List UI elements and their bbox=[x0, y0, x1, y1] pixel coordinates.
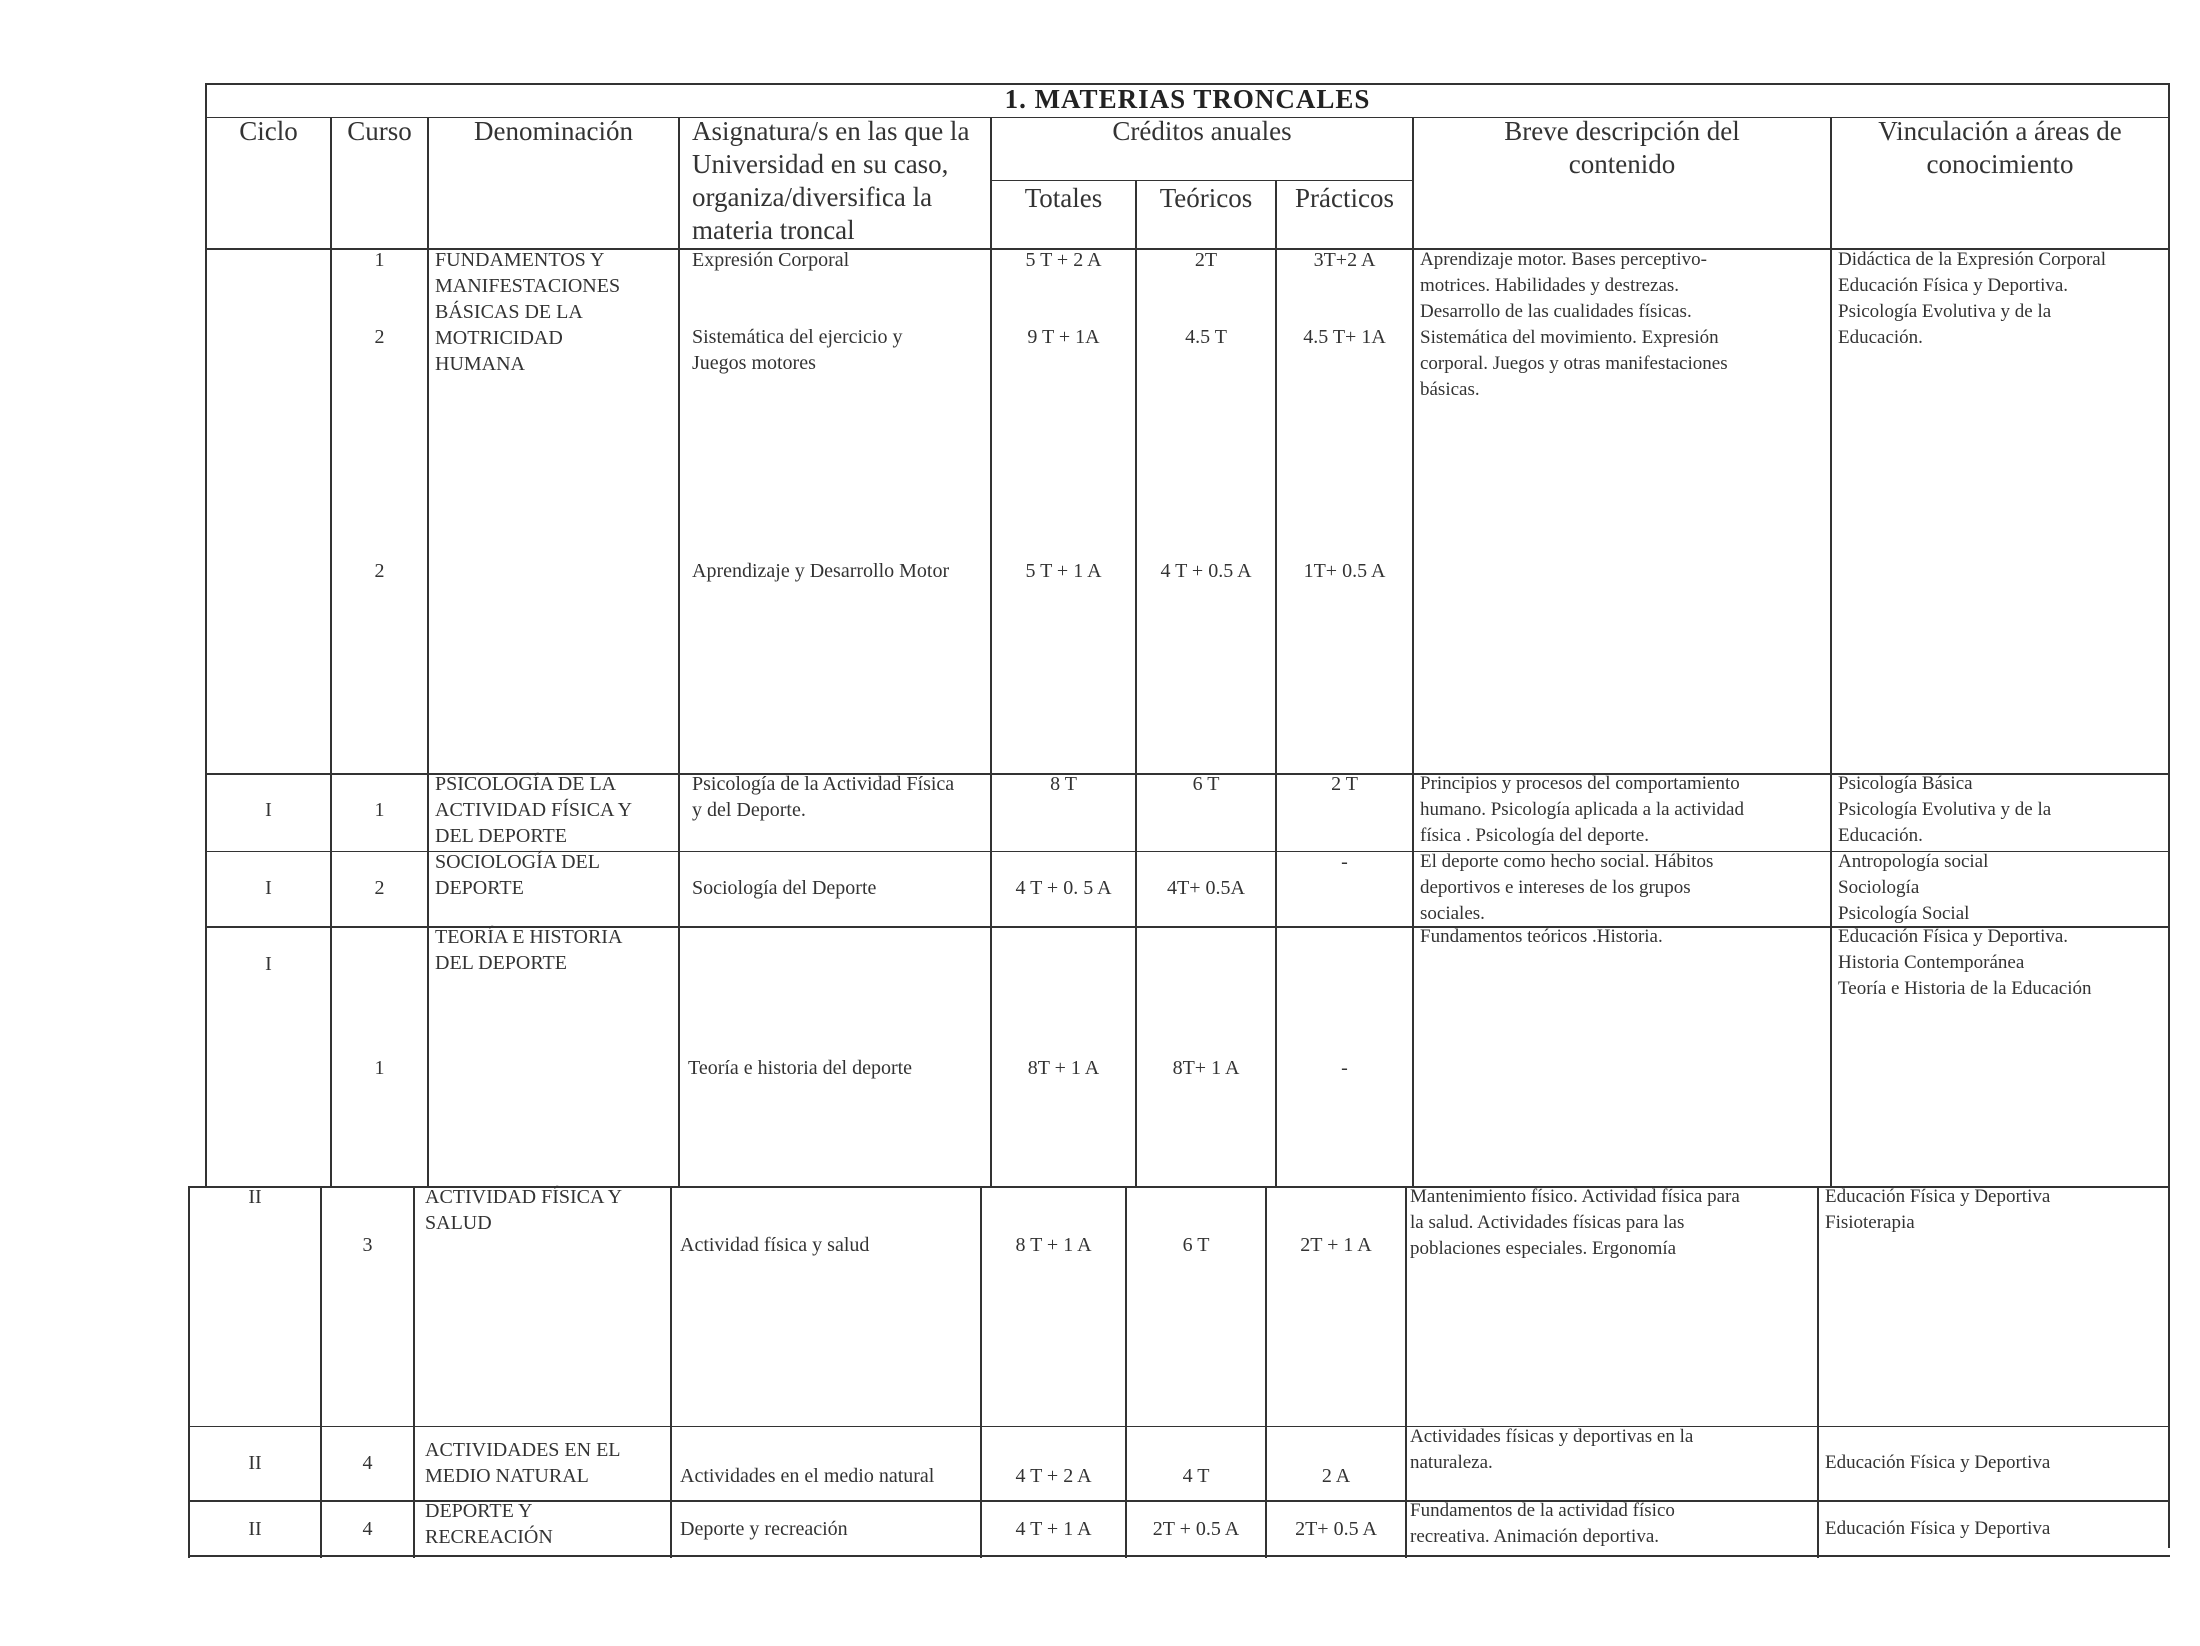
totales-cell: 5 T + 2 A bbox=[1025, 249, 1102, 271]
totales-cell: 8 T + 1 A bbox=[1015, 1234, 1092, 1256]
vinculacion-cell: Didáctica de la Expresión Corporal Educación Física y Deportiva. Psicología Evolutiva y de la Educación. bbox=[1838, 249, 2107, 348]
header-teoricos: Teóricos bbox=[1159, 183, 1253, 213]
denominacion-cell: SOCIOLOGÍA DEL DEPORTE bbox=[435, 851, 600, 899]
denominacion-cell: FUNDAMENTOS Y MANIFESTACIONES BÁSICAS DE LA MOTRICIDAD HUMANA bbox=[435, 249, 621, 375]
practicos-cell: 2T + 1 A bbox=[1300, 1234, 1372, 1256]
curso-cell: 3 bbox=[362, 1234, 373, 1256]
vinculacion-cell: Antropología social Sociología Psicología Social bbox=[1838, 851, 1989, 924]
vinculacion-cell: Educación Física y Deportiva bbox=[1825, 1518, 2051, 1539]
header-curso: Curso bbox=[347, 116, 412, 146]
descripcion-cell: Mantenimiento físico. Actividad física para la salud. Actividades físicas para las poblaciones especiales. Ergonomía bbox=[1410, 1186, 1740, 1259]
practicos-cell: 2 A bbox=[1321, 1465, 1351, 1487]
totales-cell: 5 T + 1 A bbox=[1025, 560, 1102, 582]
totales-cell: 8 T bbox=[1050, 773, 1077, 795]
ciclo-cell: II bbox=[248, 1186, 262, 1208]
ciclo-cell: I bbox=[265, 877, 272, 899]
descripcion-cell: El deporte como hecho social. Hábitos deportivos e intereses de los grupos sociales. bbox=[1420, 851, 1714, 924]
descripcion-cell: Aprendizaje motor. Bases perceptivo- motrices. Habilidades y destrezas. Desarrollo de las cualidades físicas. Sistemática del movimiento. Expresión corporal. Juegos y otras manifestaciones básicas. bbox=[1420, 249, 1728, 400]
totales-cell: 8T + 1 A bbox=[1027, 1057, 1100, 1079]
descripcion-cell: Fundamentos de la actividad físico recreativa. Animación deportiva. bbox=[1410, 1500, 1675, 1547]
practicos-cell: 3T+2 A bbox=[1313, 249, 1376, 271]
asignatura-cell: Expresión Corporal bbox=[692, 249, 850, 271]
curso-cell: 4 bbox=[362, 1452, 373, 1474]
curso-cell: 1 bbox=[374, 1057, 385, 1079]
curso-cell: 2 bbox=[374, 877, 385, 899]
curso-cell: 2 bbox=[374, 560, 385, 582]
vinculacion-cell: Educación Física y Deportiva bbox=[1825, 1452, 2051, 1473]
asignatura-cell: Aprendizaje y Desarrollo Motor bbox=[692, 560, 950, 582]
teoricos-cell: 8T+ 1 A bbox=[1172, 1057, 1240, 1079]
header-totales: Totales bbox=[1024, 183, 1103, 213]
ciclo-cell: I bbox=[265, 953, 272, 975]
vinculacion-cell: Educación Física y Deportiva. Historia Contemporánea Teoría e Historia de la Educación bbox=[1838, 926, 2092, 999]
descripcion-cell: Actividades físicas y deportivas en la naturaleza. bbox=[1410, 1426, 1694, 1473]
descripcion-cell: Principios y procesos del comportamiento humano. Psicología aplicada a la actividad física . Psicología del deporte. bbox=[1420, 773, 1744, 846]
teoricos-cell: 2T bbox=[1194, 249, 1218, 271]
practicos-cell: 2 T bbox=[1331, 773, 1358, 795]
header-ciclo: Ciclo bbox=[239, 116, 298, 146]
practicos-cell: 2T+ 0.5 A bbox=[1295, 1518, 1377, 1540]
asignatura-cell: Deporte y recreación bbox=[680, 1518, 848, 1540]
header-descripcion: Breve descripción del contenido bbox=[1504, 116, 1740, 179]
practicos-cell: - bbox=[1341, 851, 1348, 873]
totales-cell: 4 T + 2 A bbox=[1015, 1465, 1092, 1487]
header-creditos: Créditos anuales bbox=[1112, 116, 1292, 146]
vinculacion-cell: Educación Física y Deportiva Fisioterapia bbox=[1825, 1186, 2051, 1233]
asignatura-cell: Psicología de la Actividad Física y del Deporte. bbox=[692, 773, 955, 821]
curso-cell: 1 bbox=[374, 249, 385, 271]
practicos-cell: 1T+ 0.5 A bbox=[1303, 560, 1386, 582]
denominacion-cell: ACTIVIDADES EN EL MEDIO NATURAL bbox=[425, 1439, 621, 1487]
asignatura-cell: Sistemática del ejercicio y Juegos motores bbox=[692, 326, 903, 374]
descripcion-cell: Fundamentos teóricos .Historia. bbox=[1420, 926, 1663, 947]
vinculacion-cell: Psicología Básica Psicología Evolutiva y de la Educación. bbox=[1838, 773, 2052, 846]
teoricos-cell: 6 T bbox=[1192, 773, 1220, 795]
totales-cell: 4 T + 1 A bbox=[1015, 1518, 1092, 1540]
ciclo-cell: I bbox=[265, 799, 272, 821]
totales-cell: 9 T + 1A bbox=[1027, 326, 1100, 348]
denominacion-cell: DEPORTE Y RECREACIÓN bbox=[425, 1500, 553, 1548]
header-denominacion: Denominación bbox=[474, 116, 633, 146]
totales-cell: 4 T + 0. 5 A bbox=[1015, 877, 1112, 899]
header-vinculacion: Vinculación a áreas de conocimiento bbox=[1878, 116, 2122, 179]
denominacion-cell: PSICOLOGÍA DE LA ACTIVIDAD FÍSICA Y DEL DEPORTE bbox=[435, 773, 633, 847]
asignatura-cell: Actividades en el medio natural bbox=[680, 1465, 935, 1487]
curso-cell: 4 bbox=[362, 1518, 373, 1540]
ciclo-cell: II bbox=[248, 1518, 262, 1540]
practicos-cell: - bbox=[1341, 1057, 1348, 1079]
ciclo-cell: II bbox=[248, 1452, 262, 1474]
denominacion-cell: ACTIVIDAD FÍSICA Y SALUD bbox=[425, 1186, 623, 1234]
table-title: 1. MATERIAS TRONCALES bbox=[1004, 84, 1371, 114]
asignatura-cell: Teoría e historia del deporte bbox=[688, 1057, 913, 1079]
teoricos-cell: 4 T + 0.5 A bbox=[1160, 560, 1252, 582]
teoricos-cell: 2T + 0.5 A bbox=[1152, 1518, 1240, 1540]
asignatura-cell: Actividad física y salud bbox=[680, 1234, 870, 1256]
header-practicos: Prácticos bbox=[1295, 183, 1394, 213]
header-asignatura: Asignatura/s en las que la Universidad en su caso, organiza/diversifica la materia troncal bbox=[692, 116, 970, 245]
teoricos-cell: 4.5 T bbox=[1185, 326, 1227, 348]
teoricos-cell: 6 T bbox=[1182, 1234, 1210, 1256]
teoricos-cell: 4 T bbox=[1182, 1465, 1210, 1487]
curso-cell: 1 bbox=[374, 799, 385, 821]
denominacion-cell: TEORÍA E HISTORIA DEL DEPORTE bbox=[435, 926, 623, 974]
asignatura-cell: Sociología del Deporte bbox=[692, 877, 877, 899]
curso-cell: 2 bbox=[374, 326, 385, 348]
teoricos-cell: 4T+ 0.5A bbox=[1167, 877, 1245, 899]
practicos-cell: 4.5 T+ 1A bbox=[1303, 326, 1386, 348]
